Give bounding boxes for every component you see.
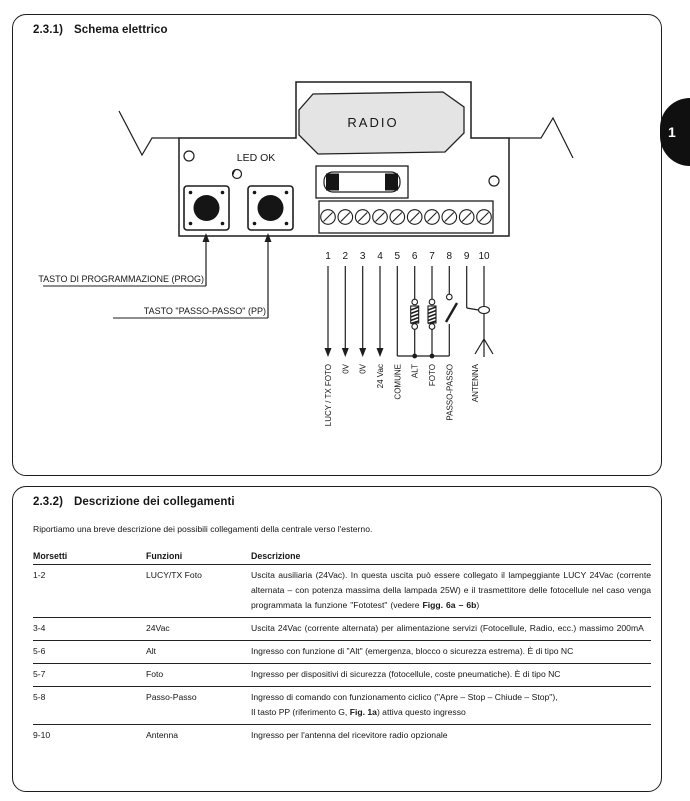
mounting-hole-right (489, 176, 499, 186)
terminal-block (319, 201, 493, 233)
wires (328, 266, 484, 356)
cell-morsetti: 3-4 (33, 618, 146, 641)
table-header-row (33, 549, 651, 565)
cell-descrizione: Ingresso di comando con funzionamento ciclico ("Apre – Stop – Chiude – Stop"), Il tasto PP (riferimento G, Fig. 1a) attiva questo ingresso (251, 687, 651, 725)
junction-dot-foto (430, 354, 435, 359)
header-funzioni: Funzioni (146, 549, 251, 565)
table-row (33, 664, 651, 687)
page-index-number: 1 (668, 124, 676, 140)
header-morsetti: Morsetti (33, 549, 146, 565)
table-row (33, 565, 651, 618)
radio-module (299, 92, 464, 154)
mounting-hole-left (184, 151, 194, 161)
header-descrizione: Descrizione (251, 549, 651, 565)
page-index-tab (660, 98, 690, 166)
cell-descrizione: Uscita ausiliaria (24Vac). In questa uscita può essere collegato il lampeggiante LUCY 24Vac (corrente alternata – con potenza massima della lampada 25W) e il trasmettitore delle fotocellule nel caso venga programmata la funzione "Fototest" (vedere Figg. 6a – 6b) (251, 565, 651, 618)
section2-intro: Riportiamo una breve descrizione dei possibili collegamenti della centrale verso l'esterno. (33, 524, 373, 534)
wire-label-24vac: 24 Vac (376, 364, 385, 389)
wire-label-alt: ALT (410, 364, 420, 379)
cell-funzioni: LUCY/TX Foto (146, 565, 251, 618)
svg-text:4: 4 (377, 251, 383, 262)
led-ok-label: LED OK (236, 152, 276, 164)
section-schema-elettrico (12, 14, 662, 476)
button-callouts (38, 233, 271, 318)
wire-label-foto: FOTO (428, 364, 437, 387)
pp-button-label: TASTO "PASSO-PASSO" (PP) (143, 306, 266, 316)
prog-button (184, 186, 229, 230)
cell-funzioni: Foto (146, 664, 251, 687)
section2-number: 2.3.2) (33, 496, 64, 508)
cell-morsetti: 9-10 (33, 730, 51, 740)
pp-button (248, 186, 293, 230)
svg-text:9: 9 (463, 251, 470, 262)
svg-text:7: 7 (429, 251, 435, 262)
switch-passo-passo (446, 294, 457, 322)
cell-descrizione: Ingresso per dispositivi di sicurezza (fotocellule, coste pneumatiche). È di tipo NC (251, 664, 651, 687)
antenna-symbol (475, 339, 493, 357)
nc-contact-foto (428, 299, 436, 329)
cell-morsetti: 5-6 (33, 641, 146, 664)
cell-morsetti: 5-8 (33, 687, 146, 725)
wire-label-antenna: ANTENNA (471, 364, 480, 403)
cell-funzioni: Passo-Passo (146, 687, 251, 725)
wire-label-0v-b: 0V (358, 364, 368, 374)
wiring-diagram (13, 15, 663, 477)
cell-morsetti: 5-7 (33, 664, 146, 687)
fuse-cap-left (326, 174, 339, 191)
prog-button-label: TASTO DI PROGRAMMAZIONE (PROG) (38, 274, 204, 284)
antenna-connector (479, 307, 490, 314)
cell-funzioni: Alt (146, 641, 251, 664)
cell-descrizione: Ingresso per l'antenna del ricevitore radio opzionale (251, 730, 448, 740)
section-descrizione-collegamenti (12, 486, 662, 792)
svg-text:1: 1 (325, 251, 331, 262)
wire-labels (324, 363, 480, 426)
section1-heading: Schema elettrico (74, 24, 168, 36)
cell-descrizione: Uscita 24Vac (corrente alternata) per alimentazione servizi (Fotocellule, Radio, ecc.) massimo 200mA (251, 618, 651, 641)
wire-arrowheads (325, 348, 384, 357)
svg-text:3: 3 (359, 251, 366, 262)
table-row (33, 687, 651, 725)
cell-morsetti: 1-2 (33, 565, 146, 618)
fuse-cap-right (385, 174, 398, 191)
section2-title (33, 496, 235, 508)
cell-funzioni: 24Vac (146, 618, 251, 641)
table-row (33, 641, 651, 664)
svg-text:2: 2 (342, 251, 349, 262)
board-break-left (119, 111, 179, 155)
table-row (33, 725, 651, 748)
svg-text:10: 10 (478, 251, 490, 262)
junction-dot-alt (412, 354, 417, 359)
wire-label-comune: COMUNE (393, 364, 403, 400)
wire-label-lucy: LUCY / TX FOTO (324, 364, 333, 427)
section1-number: 2.3.1) (33, 24, 64, 36)
svg-text:8: 8 (446, 251, 453, 262)
terminal-numbers (325, 251, 490, 262)
nc-contact-alt (411, 299, 419, 329)
cell-funzioni: Antenna (146, 730, 179, 740)
section2-heading: Descrizione dei collegamenti (74, 496, 235, 508)
cell-descrizione: Ingresso con funzione di "Alt" (emergenza, blocco o sicurezza estrema). È di tipo NC (251, 641, 651, 664)
board-break-right (509, 118, 573, 158)
connections-table (33, 549, 651, 747)
wire-label-0v-a: 0V (341, 364, 351, 374)
connections-table-body (33, 565, 651, 748)
table-row (33, 618, 651, 641)
svg-text:6: 6 (411, 251, 418, 262)
wire-label-passo-passo: PASSO-PASSO (445, 364, 455, 421)
radio-module-label: RADIO (347, 115, 399, 130)
svg-text:5: 5 (394, 251, 401, 262)
fuse-holder (316, 166, 408, 198)
